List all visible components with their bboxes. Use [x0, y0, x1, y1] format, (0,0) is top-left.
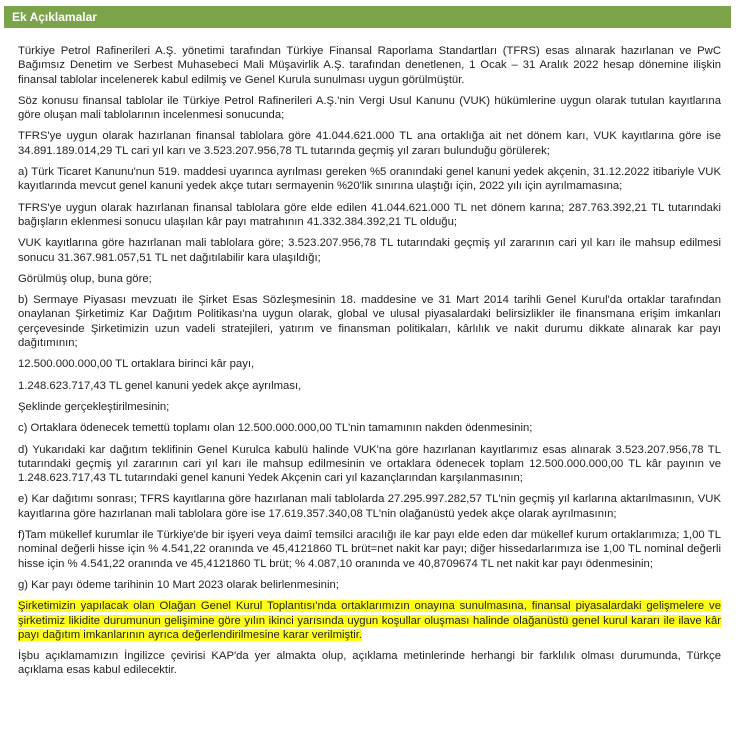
- paragraph-footer: İşbu açıklamamızın İngilizce çevirisi KAP'da yer almakta olup, açıklama metinlerinde herhangi bir farklılık olması durumunda, Türkçe açıklama esas kabul edilecektir.: [18, 650, 721, 677]
- paragraph-g: g) Kar payı ödeme tarihinin 10 Mart 2023 olarak belirlenmesinin;: [18, 578, 339, 591]
- paragraph-profit: TFRS'ye uygun olarak hazırlanan finansal tablolara göre 41.044.621.000 TL ana ortaklığa ait net dönem karı, VUK kayıtlarına göre ise 34.891.189.014,29 TL cari yıl karı ve 3.523.207.956,78 TL tutarında geçmiş yıl zararı bulunduğu görülerek;: [18, 130, 721, 157]
- paragraph-first-dividend: 12.500.000.000,00 TL ortaklara birinci kâr payı,: [18, 358, 255, 371]
- paragraph-c: c) Ortaklara ödenecek temettü toplamı olan 12.500.000.000,00 TL'nin tamamının nakden ödenmesinin;: [18, 422, 533, 435]
- paragraph-review: Söz konusu finansal tablolar ile Türkiye Petrol Rafinerileri A.Ş.'nin Vergi Usul Kanunu (VUK) hükümlerine uygun olarak tutulan kayıtlarına göre oluşan mali tablolarının incelenmesi sonucunda;: [18, 94, 721, 122]
- highlighted-text: Şirketimizin yapılacak olan Olağan Genel Kurul Toplantısı'nda ortaklarımızın onayına sunulmasına, finansal piyasalardaki gelişmelere ve şirketimiz likidite durumunun gelişimine göre yılın ikinci yarısında uygun koşullar oluşması halinde olağanüstü genel kurul kararı ile ilave kâr payı dağıtım imkanlarının ayrıca değerlendirilmesine karar verilmiştir.: [18, 600, 721, 641]
- paragraph-intro: Türkiye Petrol Rafinerileri A.Ş. yönetimi tarafından Türkiye Finansal Raporlama Standartları (TFRS) esas alınarak hazırlanan ve PwC Bağımsız Denetim ve Serbest Muhasebeci Mali Müşavirlik A.Ş. tarafından denetlenen, 1 Ocak – 31 Aralık 2022 hesap dönemine ilişkin finansal tablolar incelenerek kabul edilmiş ve Genel Kurula sunulması uygun görülmüştür.: [18, 45, 721, 86]
- section-content: [18, 44, 721, 685]
- paragraph-a: a) Türk Ticaret Kanunu'nun 519. maddesi uyarınca ayrılması gereken %5 oranındaki genel kanuni yedek akçenin, 31.12.2022 itibariyle VUK kayıtlarında mevcut genel kanuni yedek akçe tutarı sermayenin %20'lik sınırına ulaştığı için, 2022 yılı için ayrılmamasına;: [18, 166, 721, 193]
- paragraph-d: d) Yukarıdaki kar dağıtım teklifinin Genel Kurulca kabulü halinde VUK'na göre hazırlanan kayıtlarımız esas alınarak 3.523.207.956,78 TL tutarındaki geçmiş yıl zararının cari yıl karı ile mahsup edilmesinin ve ortaklara ödenecek toplam 12.500.000.000,00 TL kâr payının ve 1.248.623.717,43 TL tutarındaki genel kanuni Yedek Akçenin cari yıl kazançlarından karşılanmasının;: [18, 443, 721, 485]
- paragraph-vuk-base: VUK kayıtlarına göre hazırlanan mali tablolara göre; 3.523.207.956,78 TL tutarındaki geçmiş yıl zararının cari yıl karı ile mahsup edilmesi sonucu 31.367.981.057,51 TL net dağıtılabilir kara ulaşıldığı;: [18, 237, 721, 264]
- section-header: Ek Açıklamalar: [4, 6, 731, 28]
- paragraph-e: e) Kar dağıtımı sonrası; TFRS kayıtlarına göre hazırlanan mali tablolarda 27.295.997.282,57 TL'nin geçmiş yıl karlarına aktarılmasının, VUK kayıtlarına göre hazırlanan mali tablolara göre ise 17.619.357.340,08 TL'nin olağanüstü yedek akçe olarak ayrılmasının;: [18, 493, 721, 520]
- paragraph-highlighted: [18, 599, 721, 642]
- paragraph-f: f)Tam mükellef kurumlar ile Türkiye'de bir işyeri veya daimî temsilci aracılığı ile kar payı elde eden dar mükellef kurum ortaklarımıza; 1,00 TL nominal değerli hisse için % 4.541,22 oranında ve 45,4121860 TL brüt=net nakit kar payı; diğer hissedarlarımıza ise 1,00 TL nominal değerli hisse için % 4.541,22 oranında ve 45,4121860 TL brüt; % 4.087,10 oranında ve 40,8709674 TL net nakit kar payı ödenmesinin;: [18, 529, 721, 570]
- paragraph-realization: Şeklinde gerçekleştirilmesinin;: [18, 400, 170, 413]
- paragraph-tfrs-base: TFRS'ye uygun olarak hazırlanan finansal tablolara göre elde edilen 41.044.621.000 TL net dönem karına; 287.763.392,21 TL tutarındaki bağışların eklenmesi sonucu ulaşılan kâr payı matrahının 41.332.384.392,21 TL olduğu;: [18, 201, 721, 228]
- paragraph-b: b) Sermaye Piyasası mevzuatı ile Şirket Esas Sözleşmesinin 18. maddesine ve 31 Mart 2014 tarihli Genel Kurul'da ortaklar tarafından onaylanan Şirketimiz Kar Dağıtım Politikası'na uygun olarak, global ve ulusal piyasalardaki belirsizlikler ile finansmana erişim imkanları çerçevesinde Şirketimizin uzun vadeli stratejileri, yatırım ve finansman politikaları, kârlılık ve nakit durumu dikkate alınarak kar payı dağıtımının;: [18, 294, 721, 350]
- paragraph-legal-reserve: 1.248.623.717,43 TL genel kanuni yedek akçe ayrılması,: [18, 379, 302, 392]
- paragraph-seen: Görülmüş olup, buna göre;: [18, 272, 152, 285]
